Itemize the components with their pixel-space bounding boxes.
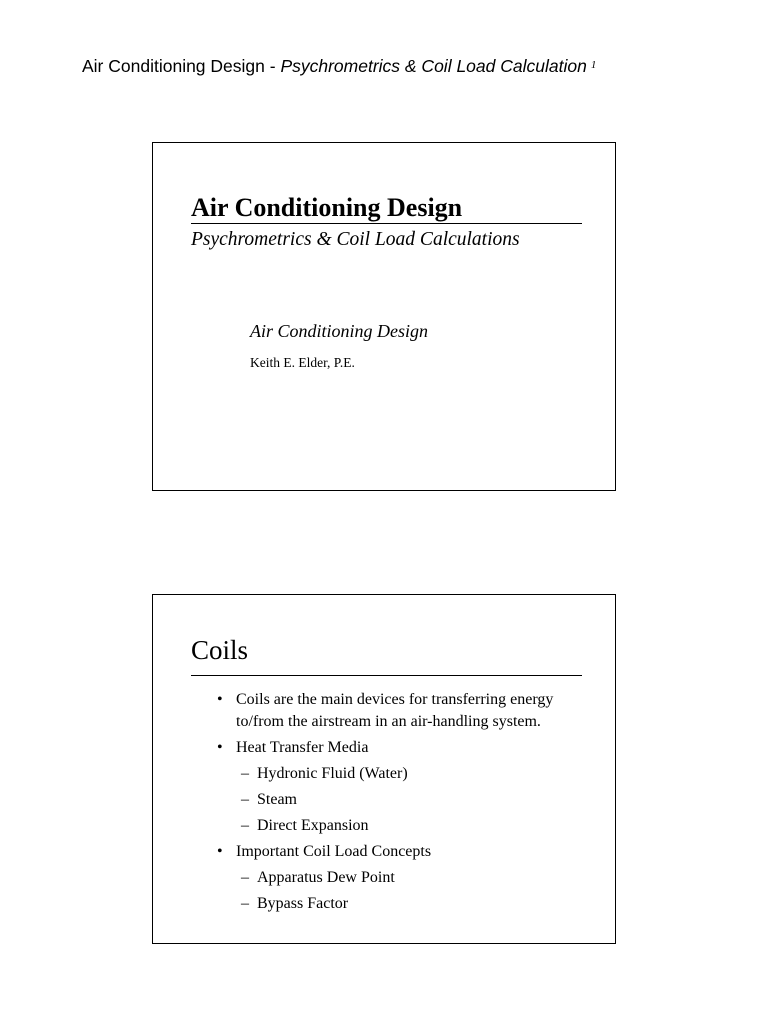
sub-bullet-text: Direct Expansion (257, 817, 369, 834)
page-number: 1 (590, 59, 597, 71)
bullet-icon: • (217, 739, 223, 756)
title-underline (191, 675, 582, 676)
sub-bullet-item (215, 867, 600, 889)
bullet-item (215, 737, 600, 759)
bullet-item (215, 689, 600, 733)
bullet-text: Heat Transfer Media (236, 739, 369, 756)
dash-icon: – (241, 869, 249, 886)
sub-bullet-item (215, 815, 600, 837)
sub-bullet-item (215, 789, 600, 811)
course-name: Air Conditioning Design (250, 321, 429, 341)
slide-subtitle: Psychrometrics & Coil Load Calculations (191, 229, 520, 250)
author-name: Keith E. Elder, P.E. (250, 355, 355, 370)
sub-bullet-item (215, 763, 600, 785)
sub-bullet-text: Steam (257, 791, 297, 808)
dash-icon: – (241, 791, 249, 808)
title-slide (152, 142, 616, 491)
header-subtitle: Psychrometrics & Coil Load Calculation (280, 56, 587, 76)
sub-bullet-text: Hydronic Fluid (Water) (257, 765, 408, 782)
sub-bullet-text: Bypass Factor (257, 895, 349, 912)
header-title: Air Conditioning Design - (82, 56, 281, 76)
bullet-text: Coils are the main devices for transferring energy to/from the airstream in an air-handling system. (236, 691, 554, 730)
bullet-text: Important Coil Load Concepts (236, 843, 432, 860)
slide-title: Coils (191, 635, 249, 665)
dash-icon: – (241, 817, 249, 834)
bullet-icon: • (217, 843, 223, 860)
page-header (82, 56, 596, 77)
bullet-item (215, 841, 600, 863)
dash-icon: – (241, 895, 249, 912)
slide-title: Air Conditioning Design (191, 193, 463, 222)
dash-icon: – (241, 765, 249, 782)
sub-bullet-item (215, 893, 600, 915)
sub-bullet-text: Apparatus Dew Point (257, 869, 395, 886)
bullet-list (215, 689, 600, 919)
title-underline (191, 223, 582, 224)
bullet-icon: • (217, 691, 223, 708)
coils-slide (152, 594, 616, 944)
